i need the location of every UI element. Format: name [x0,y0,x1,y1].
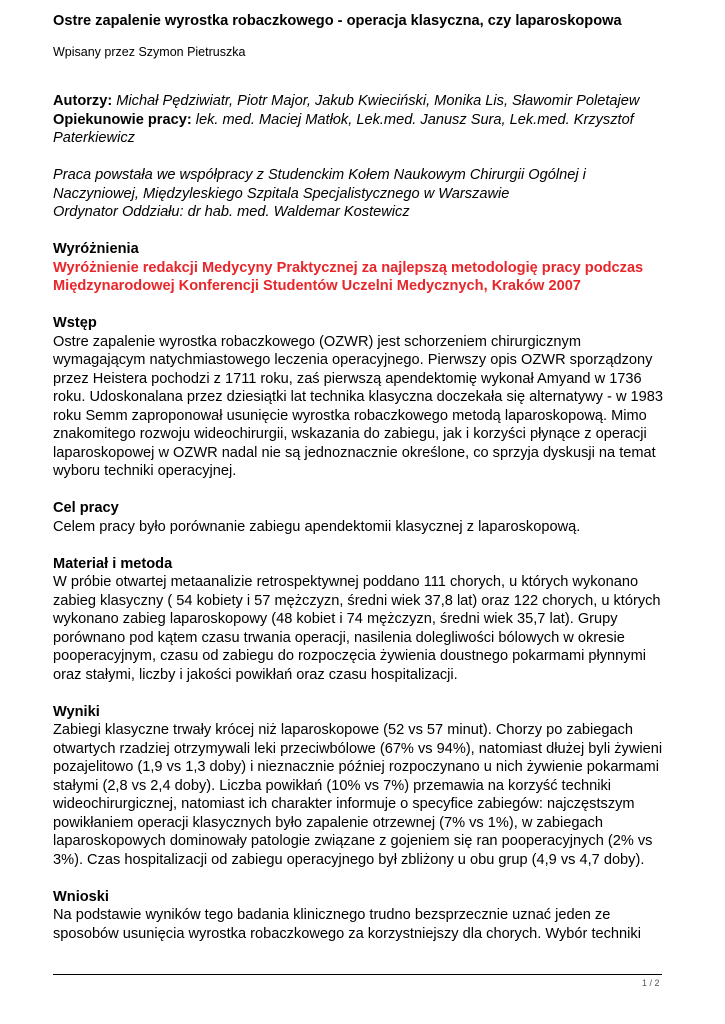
intro-line: roku Semm zaproponował usunięcie wyrostka robaczkowego metodą laparoskopową. Mimo [53,407,647,424]
collaboration-line-1: Praca powstała we współpracy z Studenckim Kołem Naukowym Chirurgii Ogólnej i [53,167,586,183]
intro-line: Ostre zapalenie wyrostka robaczkowego (OZWR) jest schorzeniem chirurgicznym [53,333,581,350]
results-line: wideochirurgicznej, natomiast ich charakter informuje o specyfice zabiegów: najczęstszym [53,796,635,812]
posted-by: Wpisany przez Szymon Pietruszka [53,45,246,59]
intro-line: roku. Udoskonalana przez dziesiątki lat technika klasyczna doczekała się alternatywy - w 1983 [53,389,664,405]
awards-heading: Wyróżnienia [53,241,139,257]
intro-heading: Wstęp [53,315,97,331]
methods-heading: Materiał i metoda [53,555,173,572]
authors-line [53,92,683,111]
aim-line: Celem pracy było porównanie zabiegu apendektomii klasycznej z laparoskopową. [53,518,581,535]
results-line: otwartych rzadziej otrzymywali leki przeciwbólowe (67% vs 94%), natomiast dłużej byli żywieni [53,740,663,757]
results-line: laparoskopowych dominowały patologie związane z gojeniem się ran pooperacyjnych (2% vs [53,833,653,849]
results-line: stałymi (2,8 vs 2,4 doby). Liczba powikłań (10% vs 7%) przemawia na korzyść techniki [53,777,612,794]
methods-line: porównano pod kątem czasu trwania operacji, nasilenia dolegliwości bólowych w okresie [53,629,625,646]
results-heading: Wyniki [53,703,100,720]
conclusions-line: sposobów usunięcia wyrostka robaczkowego za korzystniejszy dla chorych. Wybór techniki [53,925,641,942]
page-number: 1 / 2 [642,978,660,988]
conclusions-heading: Wnioski [53,888,109,905]
methods-line: oraz stałymi, liczby i jakości powikłań oraz czasu hospitalizacji. [53,666,458,683]
conclusions-line: Na podstawie wyników tego badania klinicznego trudno bezsprzecznie uznać jeden ze [53,907,611,923]
footer-divider [53,974,662,975]
award-line-1: Wyróżnienie redakcji Medycyny Praktycznej za najlepszą metodologię pracy podczas [53,259,644,276]
results-line: Zabiegi klasyczne trwały krócej niż laparoskopowe (52 vs 57 minut). Chorzy po zabiegach [53,722,633,738]
supervisors-line [53,111,683,130]
collaboration-line-3: Ordynator Oddziału: dr hab. med. Waldemar Kostewicz [53,204,410,220]
methods-line: zabieg klasyczny ( 54 kobiety i 57 mężczyzn, średni wiek 37,8 lat) oraz 122 chorych, u których [53,592,661,609]
supervisors-names-cont: Paterkiewicz [53,130,135,146]
methods-line: pooperacyjnym, czasu od zabiegu do rozpoczęcia żywienia doustnego pokarmami płynnymi [53,648,646,664]
intro-line: wyboru techniki operacyjnej. [53,463,237,479]
award-line-2: Międzynarodowej Konferencji Studentów Uczelni Medycznych, Kraków 2007 [53,278,581,294]
intro-line: znakomitego rozwoju wideochirurgii, wskazania do zabiegu, jak i korzyści płynące z operacji [53,426,647,442]
intro-line: laparoskopowej w OZWR nadal nie są jednoznacznie określone, co sprzyja dyskusji na temat [53,444,656,461]
results-line: pozajelitowo (1,9 vs 1,3 doby) i nieznacznie później rozpoczynano u nich żywienie pokarmami [53,759,659,775]
methods-line: W próbie otwartej metaanalizie retrospektywnej poddano 111 chorych, u których wykonano [53,574,639,590]
intro-line: wymagającym natychmiastowego leczenia operacyjnego. Pierwszy opis OZWR sporządzony [53,352,653,368]
methods-line: wykonano zabieg laparoskopowy (48 kobiet i 74 mężczyzn, średni wiek 35,7 lat). Grupy [53,611,618,627]
results-line: powikłaniem operacji klasycznych było zapalenie otrzewnej (7% vs 1%), w zabiegach [53,814,603,831]
intro-line: przez Heistera pochodzi z 1711 roku, zaś pierwszą apendektomię wykonał Amyand w 1736 [53,370,642,387]
collaboration-line-2: Naczyniowej, Międzyleskiego Szpitala Specjalistycznego w Warszawie [53,185,510,202]
page-header-title: Ostre zapalenie wyrostka robaczkowego - operacja klasyczna, czy laparoskopowa [53,13,622,29]
results-line: 3%). Czas hospitalizacji od zabiegu operacyjnego był zbliżony u obu grup (4,9 vs 4,7 doby). [53,851,645,868]
supervisors-names: lek. med. Maciej Matłok, Lek.med. Janusz Sura, Lek.med. Krzysztof [195,111,634,128]
article-body [53,92,683,943]
supervisors-label: Opiekunowie pracy: [53,111,192,128]
aim-heading: Cel pracy [53,500,119,516]
authors-label: Autorzy: [53,93,113,109]
authors-names: Michał Pędziwiatr, Piotr Major, Jakub Kwieciński, Monika Lis, Sławomir Poletajew [116,93,640,109]
